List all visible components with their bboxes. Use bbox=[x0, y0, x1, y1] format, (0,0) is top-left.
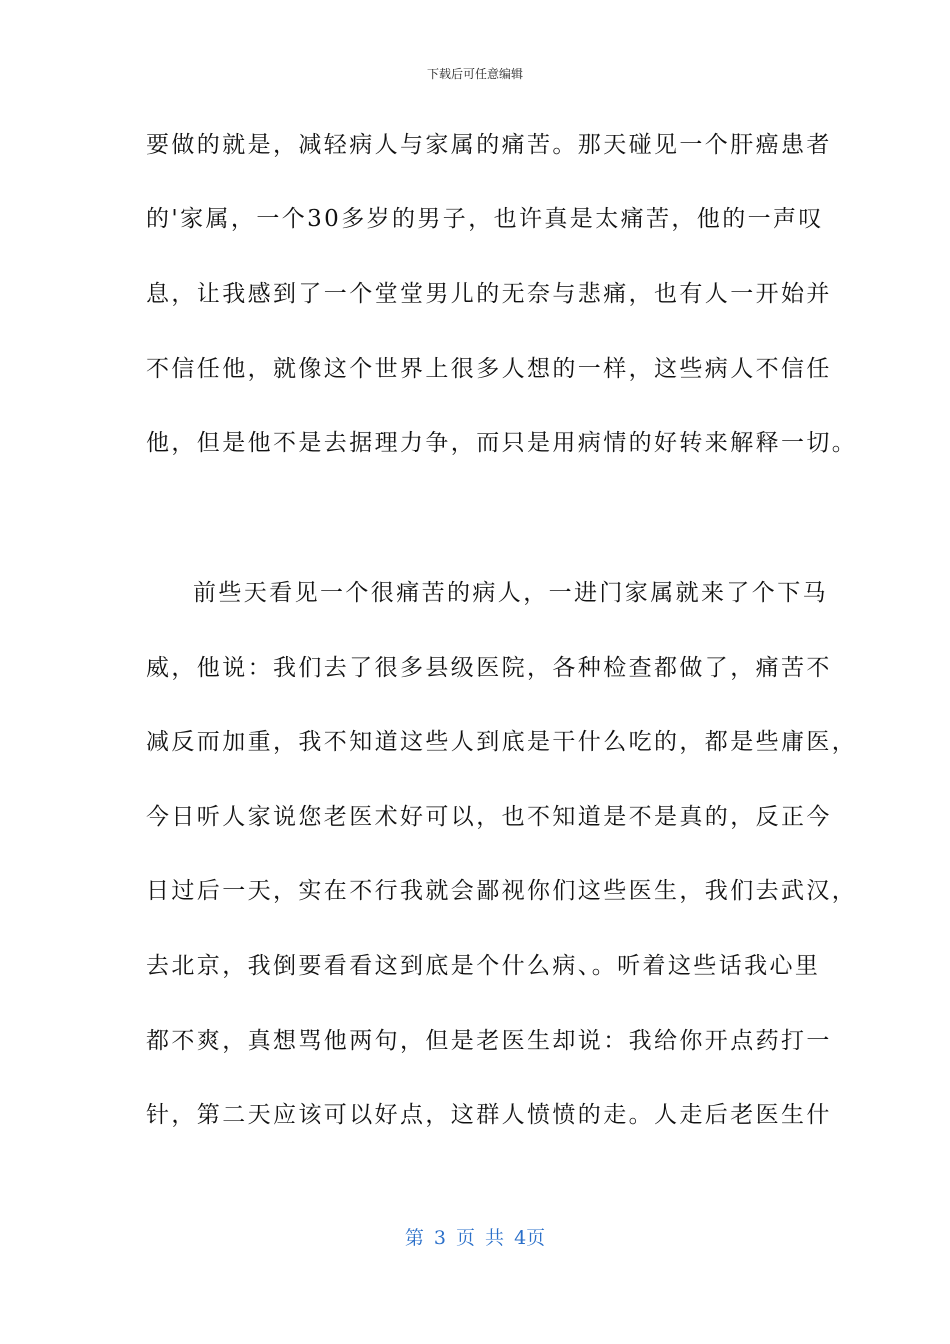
text-line: 今日听人家说您老医术好可以，也不知道是不是真的，反正今 bbox=[146, 804, 832, 830]
text-line: 去北京，我倒要看看这到底是个什么病、。听着这些话我心里 bbox=[146, 953, 821, 979]
text-line: 都不爽，真想骂他两句，但是老医生却说：我给你开点药打一 bbox=[146, 1028, 832, 1054]
text-line: 日过后一天，实在不行我就会鄙视你们这些医生，我们去武汉， bbox=[146, 878, 858, 904]
text-line: 减反而加重，我不知道这些人到底是干什么吃的，都是些庸医， bbox=[146, 729, 858, 755]
text-line: 他，但是他不是去据理力争，而只是用病情的好转来解释一切。 bbox=[146, 430, 858, 456]
page-header: 下载后可任意编辑 bbox=[426, 67, 523, 81]
page-footer: 第 3 页 共 4页 bbox=[404, 1227, 546, 1249]
text-line: 的'家属，一个30多岁的男子，也许真是太痛苦，他的一声叹 bbox=[146, 206, 824, 232]
text-line: 针，第二天应该可以好点，这群人愤愤的走。人走后老医生什 bbox=[146, 1102, 832, 1128]
text-line: 不信任他，就像这个世界上很多人想的一样，这些病人不信任 bbox=[146, 356, 832, 382]
text-line: 前些天看见一个很痛苦的病人，一进门家属就来了个下马 bbox=[193, 580, 828, 606]
text-line: 息，让我感到了一个堂堂男儿的无奈与悲痛，也有人一开始并 bbox=[146, 281, 832, 307]
text-line: 要做的就是，减轻病人与家属的痛苦。那天碰见一个肝癌患者 bbox=[146, 132, 832, 158]
text-line: 威，他说：我们去了很多县级医院，各种检查都做了，痛苦不 bbox=[146, 655, 832, 681]
